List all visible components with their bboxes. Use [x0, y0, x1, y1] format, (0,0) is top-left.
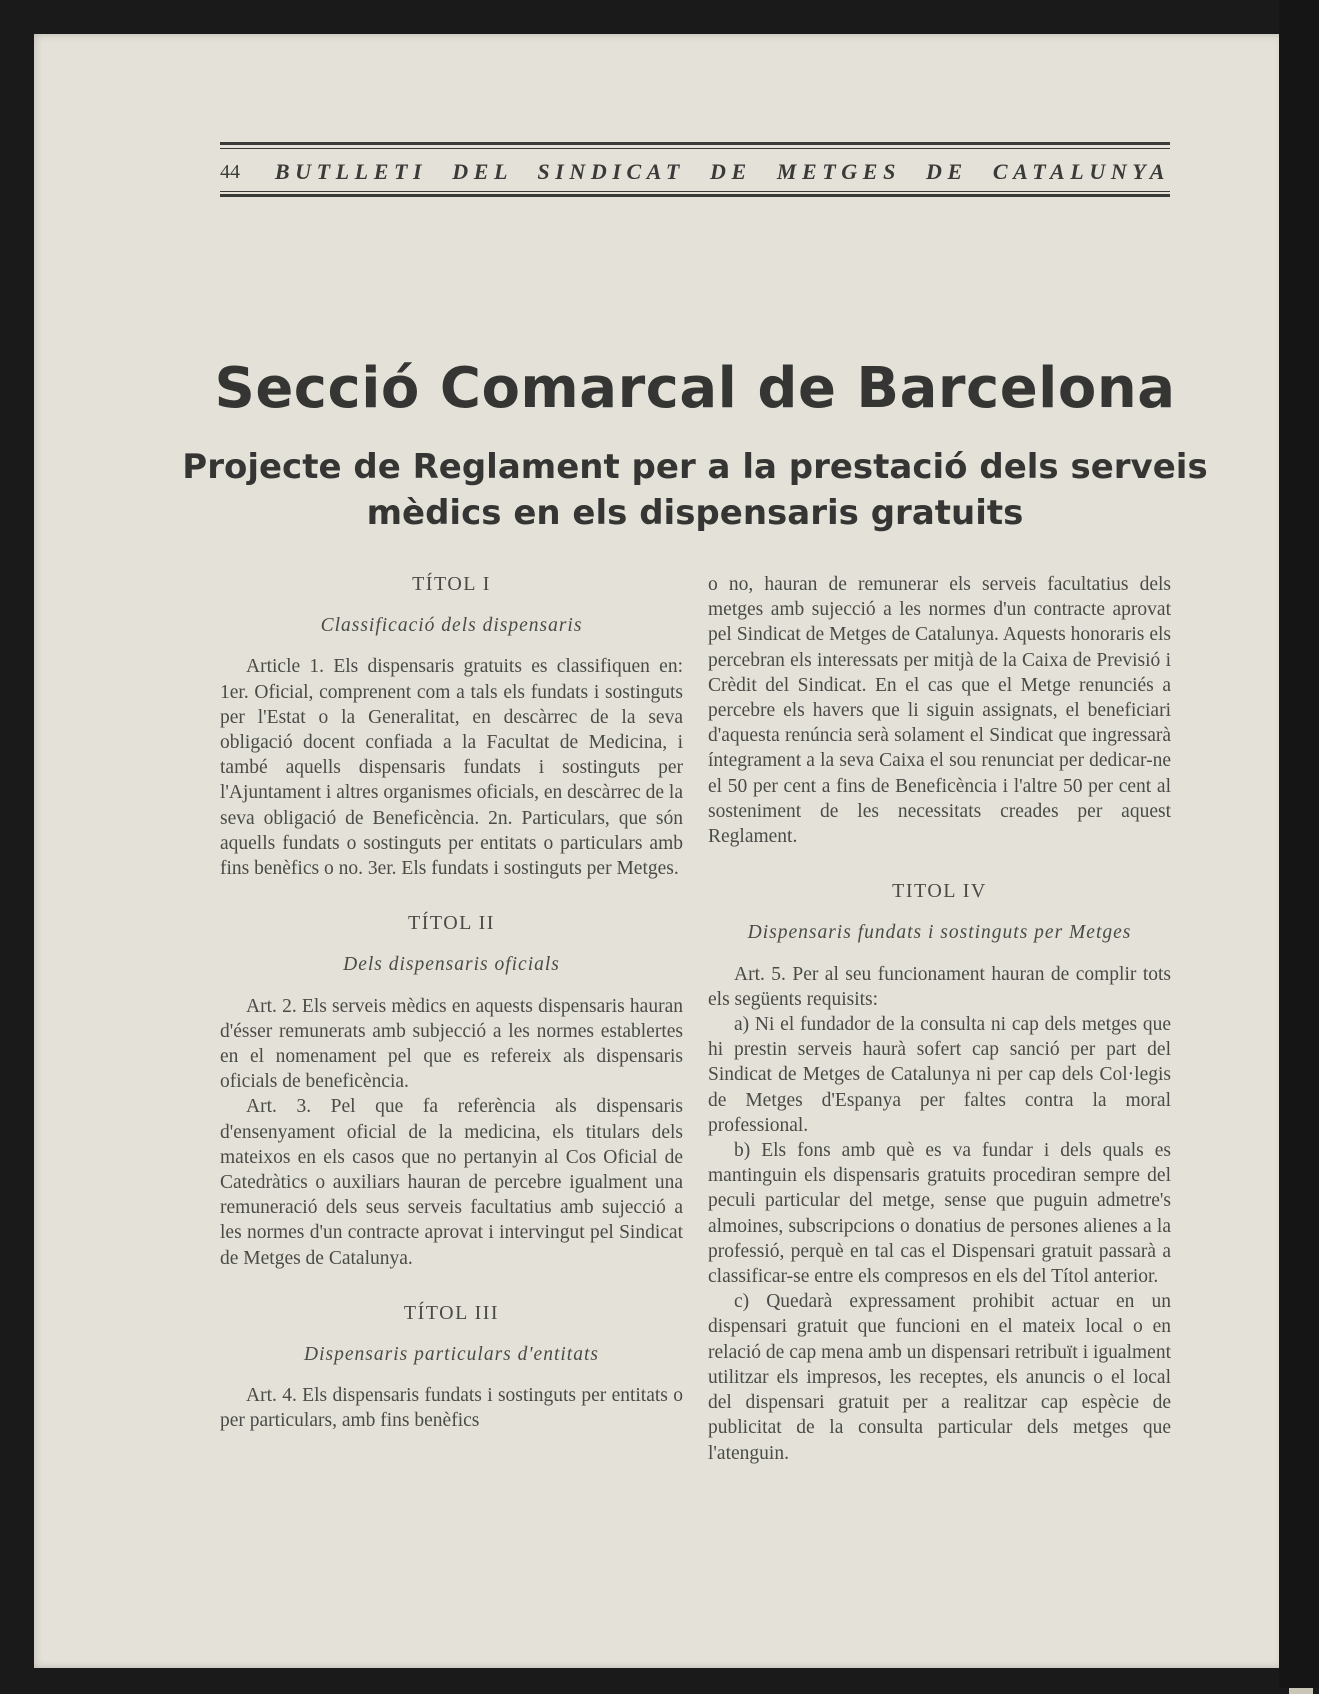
left-column	[220, 572, 683, 1434]
running-header	[220, 142, 1170, 198]
article-paragraph: Article 1. Els dispensaris gratuits es classifiquen en: 1er. Oficial, comprenent com a tals els fundats i sostinguts per l'Estat o la Generalitat, en descàrrec de la seva obligació docent confiada a la Facultat de Medicina, i també aquells dispensaris fundats i sostinguts per l'Ajuntament i altres organismes oficials, en descàrrec de la seva obligació de Beneficència. 2n. Particulars, que són aquells fundats o sostinguts per entitats o particulars amb fins benèfics o no. 3er. Els fundats i sostinguts per Metges.	[220, 656, 683, 880]
header-rule	[220, 194, 1170, 197]
section-heading: Dispensaris fundats i sostinguts per Metges	[747, 922, 1132, 944]
section-heading: Dels dispensaris oficials	[343, 954, 560, 976]
section-heading: Classificació dels dispensaris	[320, 615, 583, 637]
article-paragraph: Art. 3. Pel que fa referència als dispensaris d'ensenyament oficial de la medicina, els titulars dels mateixos en els casos que no pertanyin al Cos Oficial de Catedràtics o auxiliars hauran de percebre igualment una remuneració dels seus serveis facultatius amb sujecció a les normes d'un contracte aprovat i intervingut pel Sindicat de Metges de Catalunya.	[220, 1096, 683, 1269]
header-row	[220, 158, 1170, 186]
titol-heading: TÍTOL II	[408, 912, 495, 935]
header-rule	[220, 191, 1170, 192]
article-paragraph: a) Ni el fundador de la consulta ni cap dels metges que hi prestin serveis haurà sofert cap sanció per part del Sindicat de Metges de Catalunya ni per cap dels Col·legis de Metges d'Espanya per faltes contra la moral professional.	[708, 1014, 1171, 1136]
titol-heading: TÍTOL I	[412, 573, 491, 595]
article-paragraph: Art. 2. Els serveis mèdics en aquests dispensaris hauran d'ésser remunerats amb subjecció a les normes establertes en el nomenament pel que es refereix als dispensaris oficials de beneficència.	[220, 995, 683, 1093]
scan-edge	[1279, 0, 1319, 1688]
article-paragraph: Art. 4. Els dispensaris fundats i sostinguts per entitats o per particulars, amb fins benèfics	[220, 1385, 683, 1432]
header-rule	[220, 148, 1170, 149]
section-heading: Dispensaris particulars d'entitats	[304, 1344, 599, 1366]
article-paragraph: Art. 5. Per al seu funcionament hauran de complir tots els següents requisits:	[708, 963, 1171, 1010]
titol-heading: TITOL IV	[892, 880, 987, 903]
header-rule	[220, 142, 1170, 145]
titol-heading: TÍTOL III	[403, 1301, 500, 1324]
article-title: Secció Comarcal de Barcelona	[214, 356, 1176, 421]
article-paragraph: c) Quedarà expressament prohibit actuar en un dispensari gratuit que funcioni en el mateix local o en relació de cap mena amb un dispensari retribuït i igualment utilitzar els impresos, les receptes, els anuncis o el local del dispensari gratuit per a realitzar cap espècie de publicitat de la consulta particular dels metges que l'atenguin.	[708, 1291, 1171, 1464]
article-paragraph: b) Els fons amb què es va fundar i dels quals es mantinguin els dispensaris gratuits procediran sempre del peculi particular del metge, sense que puguin admetre's almoines, subscripcions o donatius de persones alienes a la professió, perquè en tal cas el Dispensari gratuit passarà a classificar-se entre els compresos en els del Títol anterior.	[708, 1140, 1171, 1288]
article-paragraph: o no, hauran de remunerar els serveis facultatius dels metges amb sujecció a les normes d'un contracte aprovat pel Sindicat de Metges de Catalunya. Aquests honoraris els percebran els interessats per mitjà de la Caixa de Previsió i Crèdit del Sindicat. En el cas que el Metge renunciés a percebre els havers que li siguin assignats, el beneficiari d'aquesta renúncia serà solament el Sindicat que ingressarà íntegrament a la seva Caixa el sou renunciat per dedicar-ne el 50 per cent a fins de Beneficència i l'altre 50 per cent al sosteniment de les necessitats creades per aquest Reglament.	[708, 574, 1171, 848]
page-number: 44	[220, 160, 240, 183]
journal-title: BUTLLETI DEL SINDICAT DE METGES DE CATALUNYA	[274, 159, 1170, 184]
right-column	[708, 572, 1171, 1466]
article-subtitle: Projecte de Reglament per a la prestació dels serveis mèdics en els dispensaris gratuits	[182, 447, 1208, 533]
